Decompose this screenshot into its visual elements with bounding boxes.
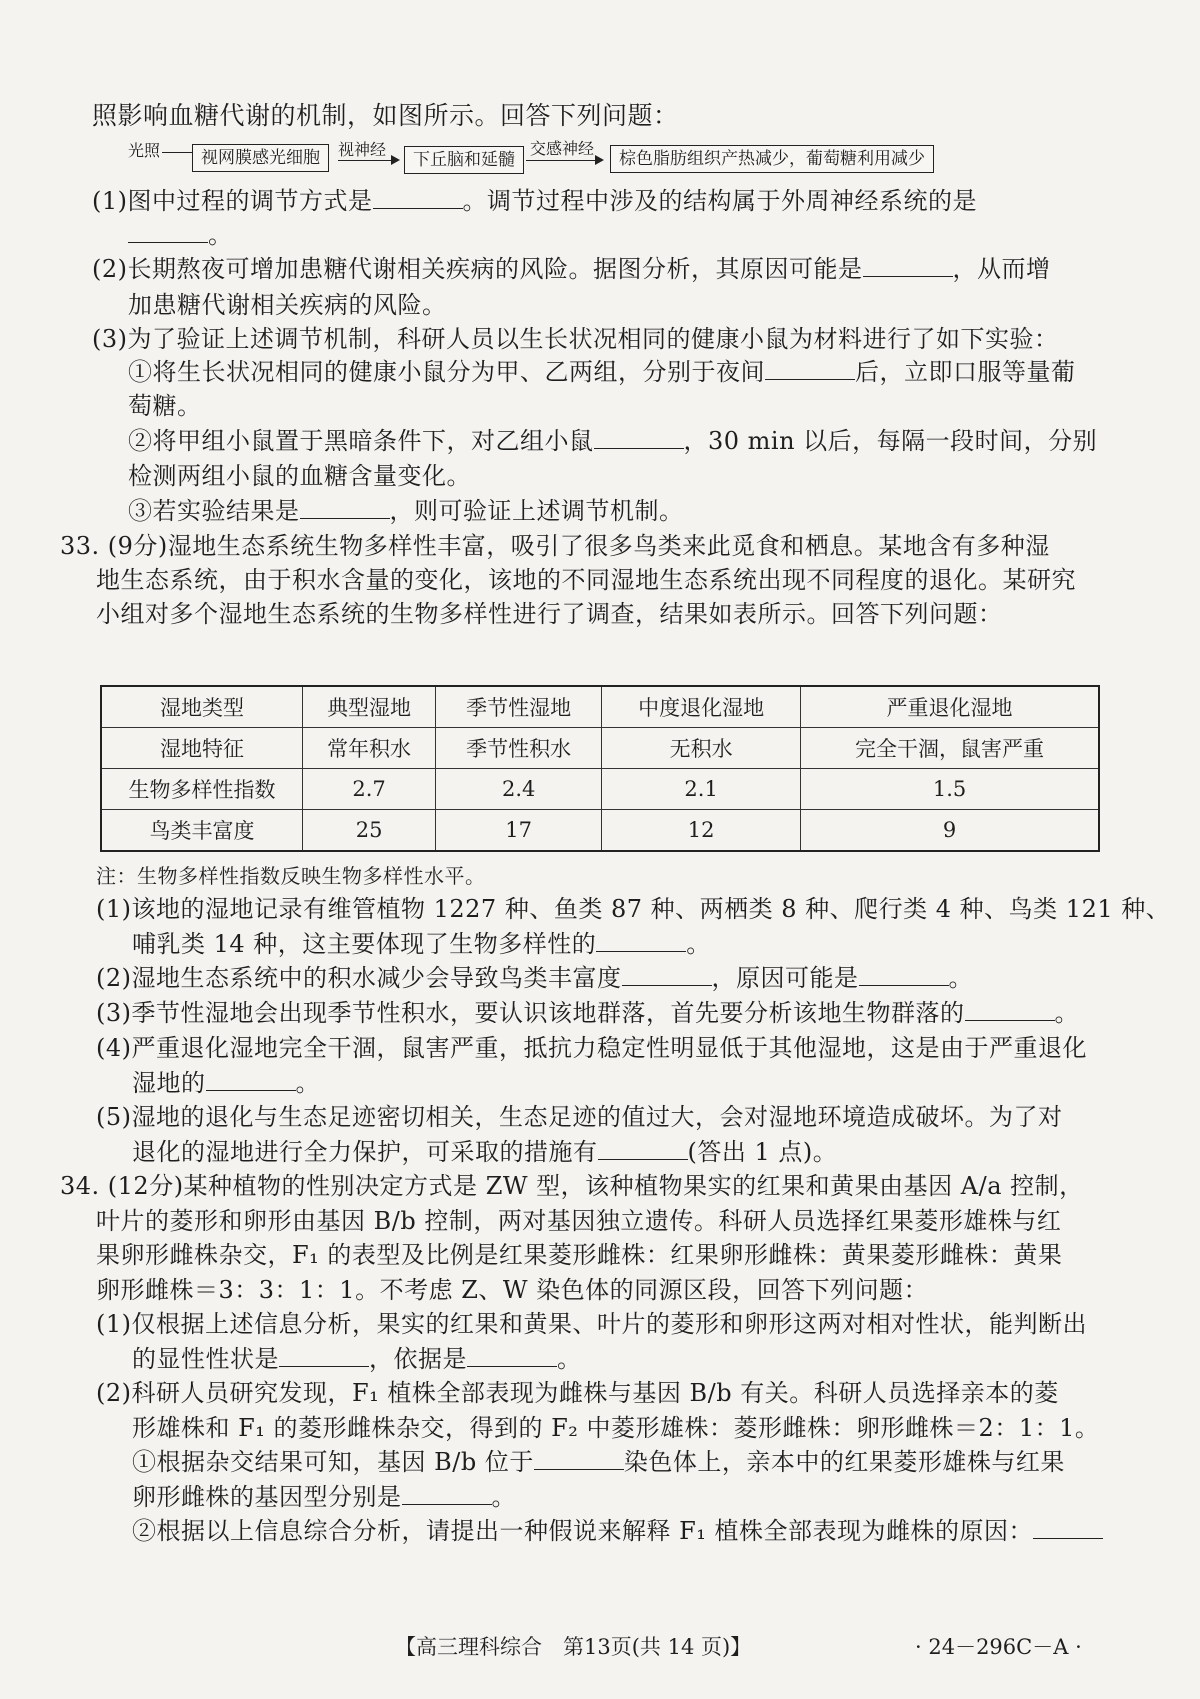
answer-blank[interactable] [279, 1344, 369, 1367]
table-cell: 季节性积水 [436, 728, 602, 769]
answer-blank[interactable] [300, 496, 390, 519]
table-header-cell: 季节性湿地 [436, 686, 602, 728]
flow-label-sympathetic: 交感神经 [530, 139, 595, 158]
table-cell: 2.1 [602, 769, 801, 810]
table-header-cell: 严重退化湿地 [801, 686, 1099, 728]
q34-part1-line: (1)仅根据上述信息分析，果实的红果和黄果、叶片的菱形和卵形这两对相对性状，能判断出 [96, 1310, 1087, 1338]
q33-stem-line3: 小组对多个湿地生态系统的生物多样性进行了调查，结果如表所示。回答下列问题： [96, 600, 1003, 628]
flow-start-label: 光照 [128, 141, 161, 160]
answer-blank[interactable] [765, 357, 855, 380]
q32-step1-line: ①将生长状况相同的健康小鼠分为甲、乙两组，分别于夜间 后，立即口服等量葡 [128, 358, 1076, 386]
q34-stem-line4: 卵形雌株＝3：3：1：1。不考虑 Z、W 染色体的同源区段，回答下列问题： [96, 1276, 929, 1304]
q34-part2-cont: 形雄株和 F₁ 的菱形雌株杂交，得到的 F₂ 中菱形雄株：菱形雌株：卵形雌株＝2：1：1。 [132, 1414, 1100, 1442]
q34-stem-line1: 34. (12分)某种植物的性别决定方式是 ZW 型，该种植物果实的红果和黄果由基因 A/a 控制， [60, 1172, 1084, 1200]
table-header-cell: 中度退化湿地 [602, 686, 801, 728]
table-cell: 12 [602, 810, 801, 852]
answer-blank[interactable] [206, 1068, 296, 1091]
table-cell: 2.7 [303, 769, 436, 810]
q32-part1-cont: 。 [128, 219, 233, 251]
q34-step1-line: ①根据杂交结果可知，基因 B/b 位于 染色体上，亲本中的红果菱形雄株与红果 [132, 1448, 1065, 1476]
q33-part2-line: (2)湿地生态系统中的积水减少会导致鸟类丰富度 ，原因可能是 。 [96, 964, 973, 992]
q34-stem-line2: 叶片的菱形和卵形由基因 B/b 控制，两对基因独立遗传。科研人员选择红果菱形雄株与红 [96, 1207, 1062, 1235]
table-cell: 无积水 [602, 728, 801, 769]
q33-part3-line: (3)季节性湿地会出现季节性积水，要认识该地群落，首先要分析该地生物群落的 。 [96, 999, 1079, 1027]
answer-blank[interactable] [598, 1137, 688, 1160]
table-header-row [101, 686, 1099, 728]
q32-part2-cont: 加患糖代谢相关疾病的风险。 [128, 291, 447, 319]
table-cell: 25 [303, 810, 436, 852]
flow-box-hypothalamus: 下丘脑和延髓 [404, 146, 524, 174]
table-cell: 1.5 [801, 769, 1099, 810]
q33-part1-cont: 哺乳类 14 种，这主要体现了生物多样性的 。 [132, 930, 711, 958]
wetland-table [100, 685, 1100, 852]
table-row [101, 728, 1099, 769]
answer-blank[interactable] [965, 998, 1055, 1021]
q33-stem-line2: 地生态系统，由于积水含量的变化，该地的不同湿地生态系统出现不同程度的退化。某研究 [96, 566, 1076, 594]
answer-blank[interactable] [534, 1447, 624, 1470]
table-header-cell: 湿地类型 [101, 686, 303, 728]
flow-box-retina: 视网膜感光细胞 [192, 144, 329, 172]
table-cell: 常年积水 [303, 728, 436, 769]
table-cell: 2.4 [436, 769, 602, 810]
answer-blank[interactable] [128, 220, 208, 243]
q34-part1-cont: 的显性性状是 ，依据是 。 [132, 1345, 582, 1373]
q33-part1-line: (1)该地的湿地记录有维管植物 1227 种、鱼类 87 种、两栖类 8 种、爬行类 4 种、鸟类 121 种、 [96, 895, 1171, 923]
table-cell: 完全干涸，鼠害严重 [801, 728, 1099, 769]
q34-part2-line: (2)科研人员研究发现，F₁ 植株全部表现为雌株与基因 B/b 有关。科研人员选择亲本的菱 [96, 1379, 1059, 1407]
page-footer-code: · 24－296C－A · [915, 1635, 1082, 1659]
intro-line: 照影响血糖代谢的机制，如图所示。回答下列问题： [92, 101, 679, 130]
answer-blank[interactable] [1033, 1516, 1103, 1539]
flow-arrow-2 [338, 160, 398, 161]
q32-step1-cont: 萄糖。 [128, 392, 202, 420]
q32-step3-line: ③若实验结果是 ，则可验证上述调节机制。 [128, 497, 684, 525]
flow-arrow-3 [526, 160, 602, 161]
table-note: 注：生物多样性指数反映生物多样性水平。 [96, 864, 486, 888]
q32-part3-line: (3)为了验证上述调节机制，科研人员以生长状况相同的健康小鼠为材料进行了如下实验： [92, 325, 1059, 353]
page-footer-title: 【高三理科综合 第13页(共 14 页)】 [395, 1635, 752, 1659]
answer-blank[interactable] [859, 963, 949, 986]
answer-blank[interactable] [467, 1344, 557, 1367]
flow-box-brown-fat: 棕色脂肪组织产热减少，葡萄糖利用减少 [610, 145, 934, 173]
q33-part5-line: (5)湿地的退化与生态足迹密切相关，生态足迹的值过大，会对湿地环境造成破坏。为了对 [96, 1103, 1063, 1131]
answer-blank[interactable] [596, 929, 686, 952]
answer-blank[interactable] [402, 1482, 492, 1505]
q34-step1-cont: 卵形雌株的基因型分别是 。 [132, 1483, 516, 1511]
table-header-cell: 典型湿地 [303, 686, 436, 728]
answer-blank[interactable] [373, 186, 463, 209]
answer-blank[interactable] [863, 254, 953, 277]
q32-step2-cont: 检测两组小鼠的血糖含量变化。 [128, 462, 471, 490]
q33-part4-cont: 湿地的 。 [132, 1069, 320, 1097]
table-cell: 17 [436, 810, 602, 852]
table-cell: 生物多样性指数 [101, 769, 303, 810]
table-row [101, 769, 1099, 810]
q33-part5-cont: 退化的湿地进行全力保护，可采取的措施有 (答出 1 点)。 [132, 1138, 838, 1166]
q32-step2-line: ②将甲组小鼠置于黑暗条件下，对乙组小鼠 ，30 min 以后，每隔一段时间，分别 [128, 427, 1098, 455]
flow-label-optic-nerve: 视神经 [338, 140, 387, 159]
answer-blank[interactable] [594, 426, 684, 449]
q34-step2-line: ②根据以上信息综合分析，请提出一种假说来解释 F₁ 植株全部表现为雌株的原因： [132, 1515, 1103, 1547]
q33-stem-line1: 33. (9分)湿地生态系统生物多样性丰富，吸引了很多鸟类来此觅食和栖息。某地含有多种湿 [60, 532, 1050, 560]
table-cell: 鸟类丰富度 [101, 810, 303, 852]
table-row [101, 810, 1099, 852]
answer-blank[interactable] [622, 963, 712, 986]
table-cell: 湿地特征 [101, 728, 303, 769]
q33-part4-line: (4)严重退化湿地完全干涸，鼠害严重，抵抗力稳定性明显低于其他湿地，这是由于严重退化 [96, 1034, 1087, 1062]
q32-part2-line: (2)长期熬夜可增加患糖代谢相关疾病的风险。据图分析，其原因可能是 ，从而增 [92, 255, 1051, 283]
q34-stem-line3: 果卵形雌株杂交，F₁ 的表型及比例是红果菱形雌株：红果卵形雌株：黄果菱形雌株：黄果 [96, 1241, 1063, 1269]
table-cell: 9 [801, 810, 1099, 852]
q32-part1-line: (1)图中过程的调节方式是 。调节过程中涉及的结构属于外周神经系统的是 [92, 187, 977, 215]
